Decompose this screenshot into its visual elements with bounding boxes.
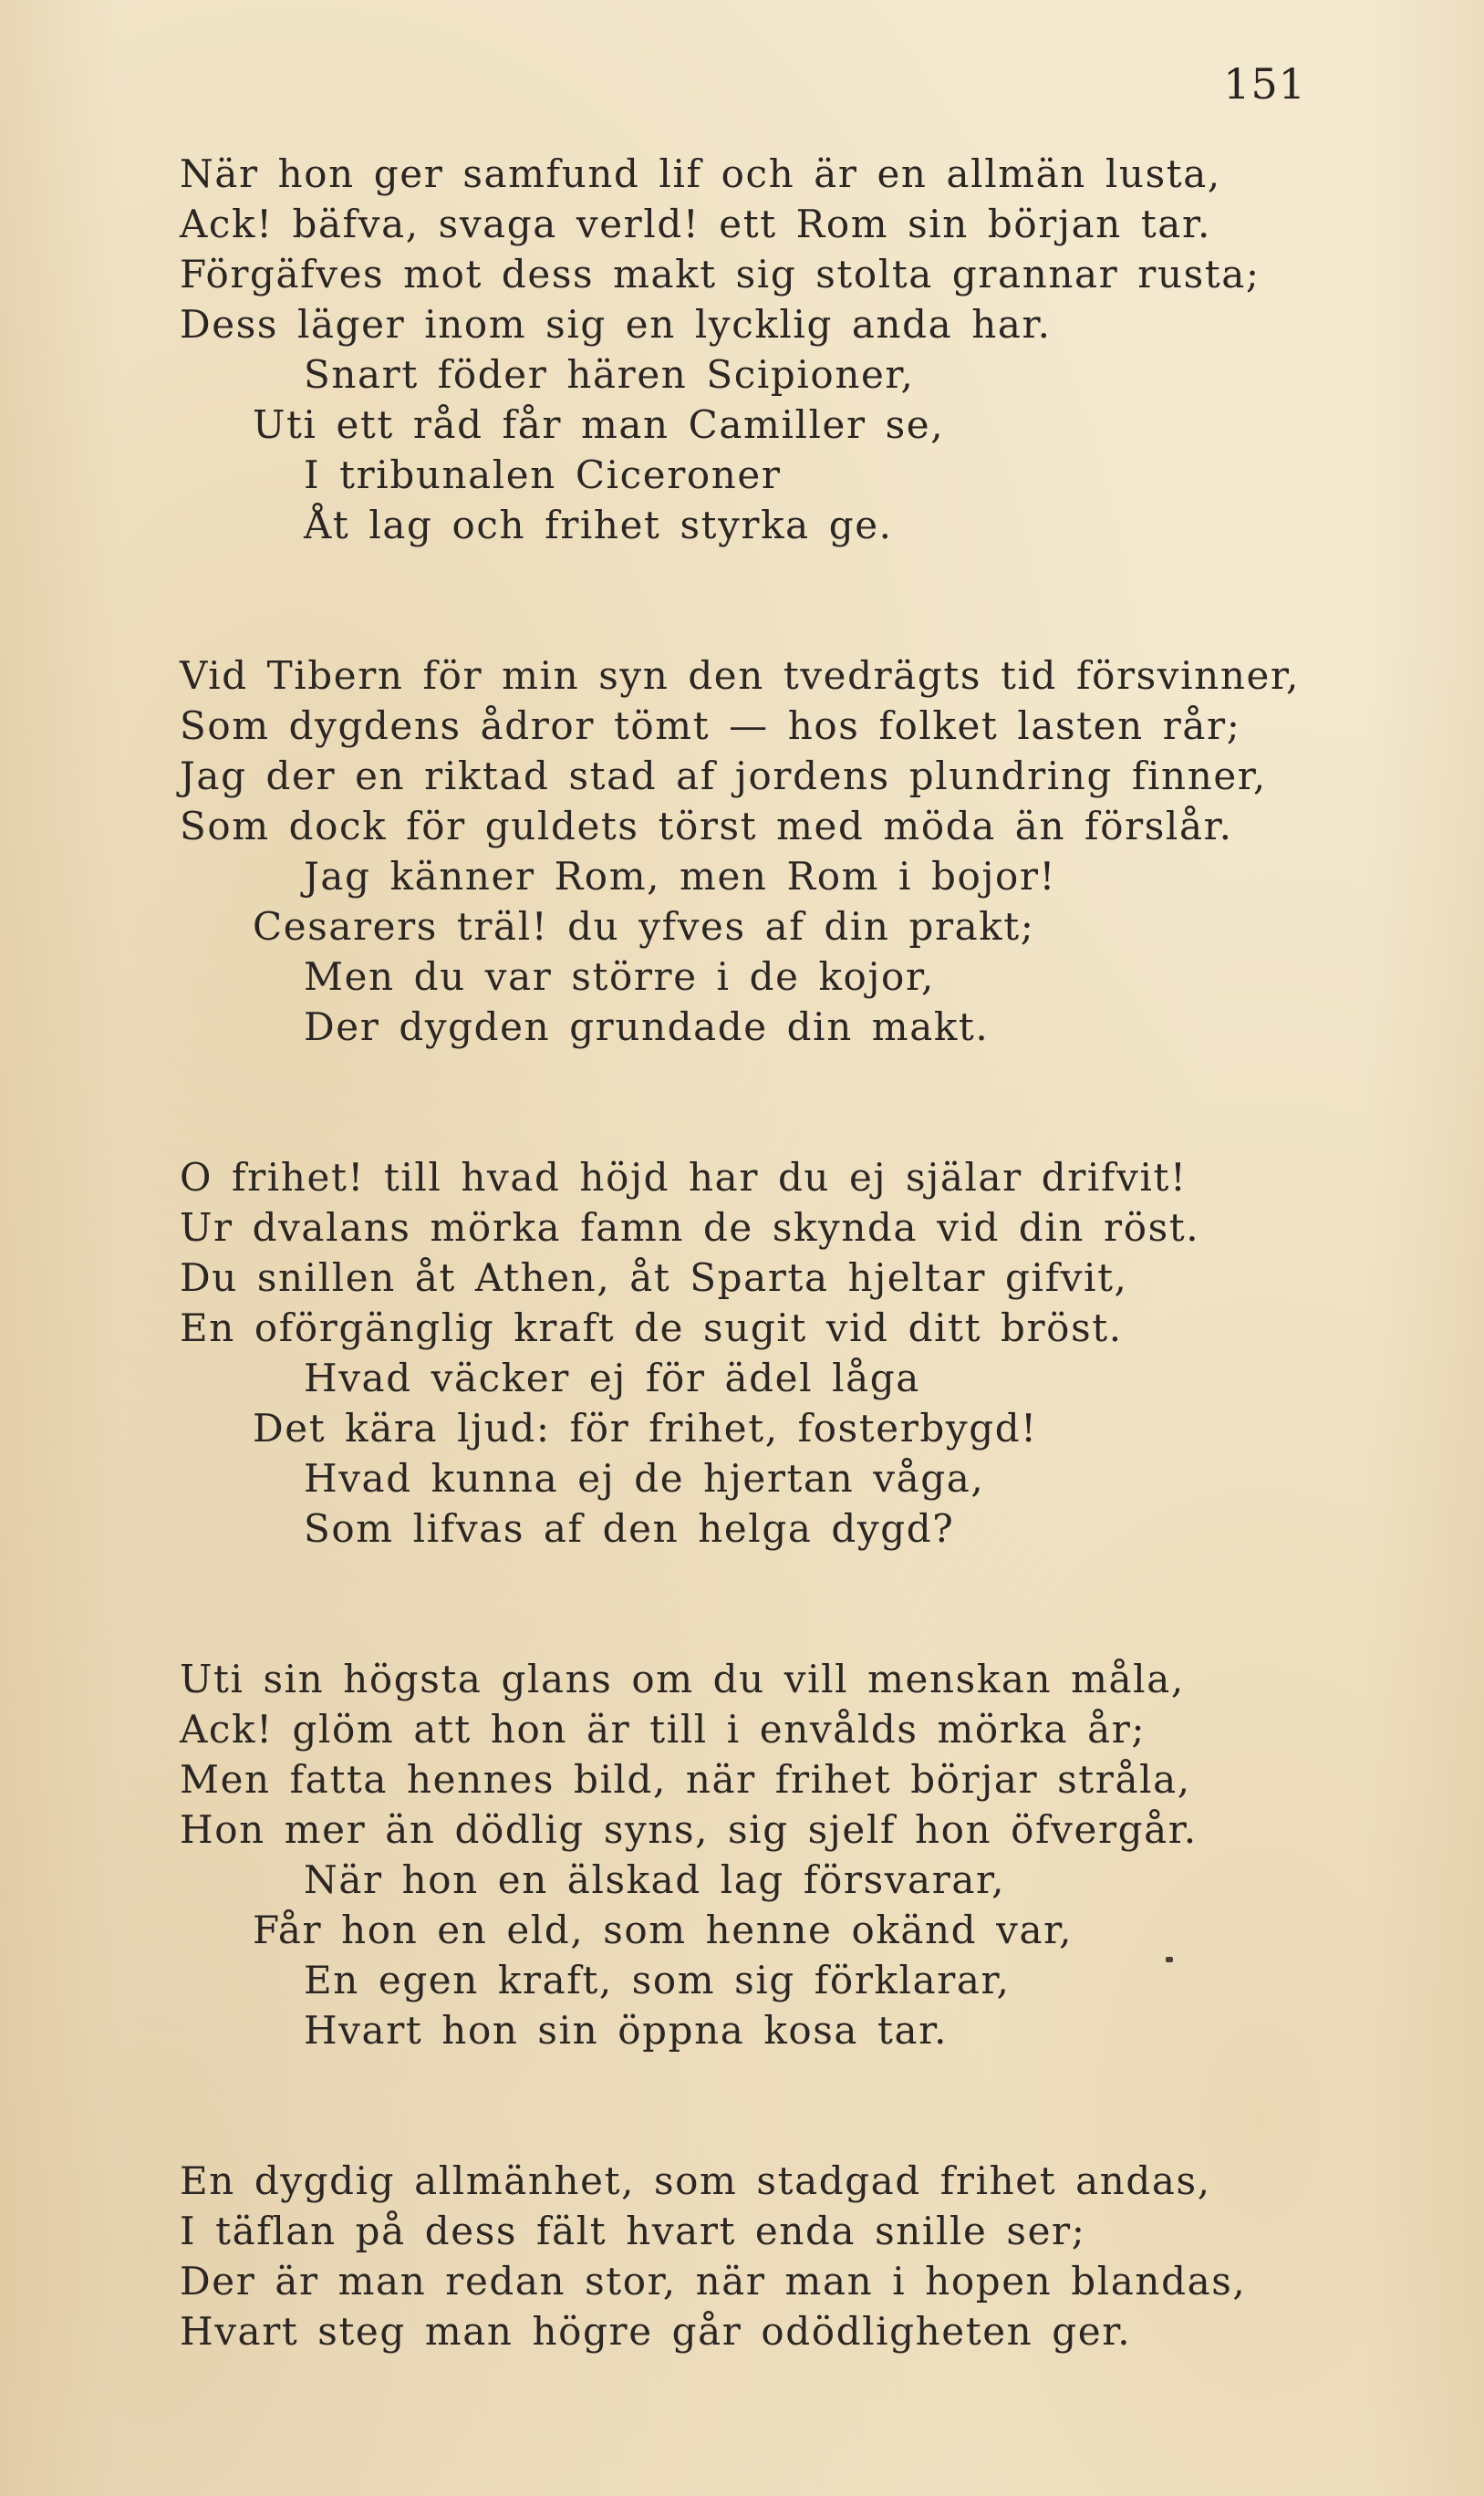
poem-line: Men du var större i de kojor, xyxy=(304,954,935,999)
stanza-3 xyxy=(180,1152,1329,1554)
stanza-1 xyxy=(180,149,1329,550)
poem-line: Der dygden grundade din makt. xyxy=(304,1004,990,1049)
poem-line: Hvart hon sin öppna kosa tar. xyxy=(304,2008,949,2053)
poem-body xyxy=(180,149,1329,2356)
poem-line: Förgäfves mot dess makt sig stolta grannar rusta; xyxy=(180,252,1261,296)
poem-line: En dygdig allmänhet, som stadgad frihet andas, xyxy=(180,2158,1211,2203)
poem-line: Der är man redan stor, när man i hopen blandas, xyxy=(180,2259,1247,2304)
poem-line: Snart föder hären Scipioner, xyxy=(304,352,915,397)
stanza-5 xyxy=(180,2156,1329,2356)
poem-line: Hvad kunna ej de hjertan våga, xyxy=(304,1456,985,1501)
poem-line: När hon en älskad lag försvarar, xyxy=(304,1857,1006,1902)
poem-line: En oförgänglig kraft de sugit vid ditt bröst. xyxy=(180,1305,1123,1350)
poem-line: Hvart steg man högre går odödligheten ger. xyxy=(180,2309,1132,2354)
poem-line: Du snillen åt Athen, åt Sparta hjeltar gifvit, xyxy=(180,1255,1128,1300)
poem-line: Åt lag och frihet styrka ge. xyxy=(304,503,893,547)
poem-line: Ack! glöm att hon är till i envålds mörka år; xyxy=(180,1707,1147,1752)
poem-line: Som dygdens ådror tömt — hos folket lasten rår; xyxy=(180,703,1241,748)
poem-line: När hon ger samfund lif och är en allmän lusta, xyxy=(180,151,1221,196)
poem-line: En egen kraft, som sig förklarar, xyxy=(304,1958,1011,2002)
poem-line: I täflan på dess fält hvart enda snille ser; xyxy=(180,2209,1086,2253)
poem-line: O frihet! till hvad höjd har du ej själar drifvit! xyxy=(180,1155,1188,1200)
ink-speck xyxy=(1166,1957,1173,1962)
poem-line: Som dock för guldets törst med möda än förslår. xyxy=(180,804,1233,848)
poem-line: Som lifvas af den helga dygd? xyxy=(304,1506,955,1551)
poem-line: Får hon en eld, som henne okänd var, xyxy=(253,1908,1074,1952)
poem-line: Uti ett råd får man Camiller se, xyxy=(253,402,945,447)
poem-line: Ack! bäfva, svaga verld! ett Rom sin början tar. xyxy=(180,202,1211,246)
page-number: 151 xyxy=(1223,59,1306,109)
poem-line: Cesarers träl! du yfves af din prakt; xyxy=(253,904,1035,949)
poem-line: I tribunalen Ciceroner xyxy=(304,452,782,497)
poem-line: Jag der en riktad stad af jordens plundring finner, xyxy=(180,754,1267,798)
poem-line: Uti sin högsta glans om du vill menskan måla, xyxy=(180,1657,1185,1701)
poem-line: Men fatta hennes bild, när frihet börjar stråla, xyxy=(180,1757,1191,1802)
stanza-4 xyxy=(180,1654,1329,2055)
poem-line: Hon mer än dödlig syns, sig sjelf hon öfvergår. xyxy=(180,1807,1198,1852)
stanza-2 xyxy=(180,650,1329,1052)
poem-line: Ur dvalans mörka famn de skynda vid din röst. xyxy=(180,1205,1200,1250)
poem-line: Jag känner Rom, men Rom i bojor! xyxy=(304,854,1057,899)
poem-line: Dess läger inom sig en lycklig anda har. xyxy=(180,302,1052,347)
poem-line: Det kära ljud: för frihet, fosterbygd! xyxy=(253,1406,1038,1451)
poem-line: Hvad väcker ej för ädel låga xyxy=(304,1356,920,1400)
poem-line: Vid Tibern för min syn den tvedrägts tid försvinner, xyxy=(180,653,1300,698)
